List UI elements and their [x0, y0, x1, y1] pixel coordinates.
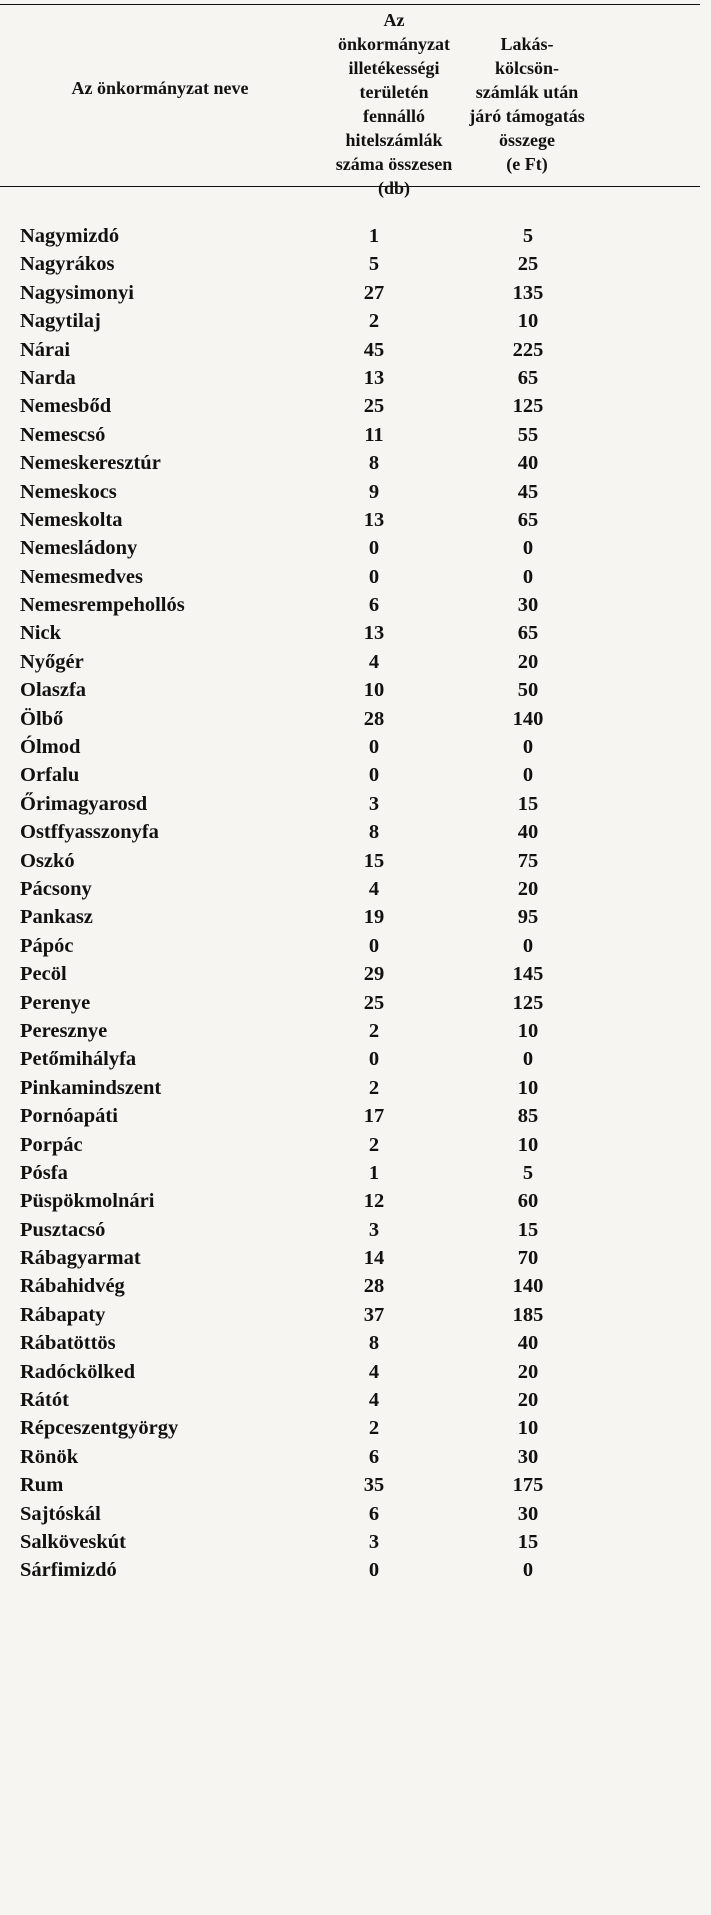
support-amount: 20 — [517, 650, 539, 673]
account-count: 0 — [368, 736, 380, 759]
municipality-name: Nick — [20, 622, 61, 645]
municipality-name: Nemesbőd — [20, 395, 112, 418]
municipality-name: Pácsony — [20, 877, 92, 900]
header-line: számlák után — [475, 82, 579, 102]
table-row — [0, 1244, 700, 1272]
header-line: Az — [383, 10, 405, 30]
table-row — [0, 761, 700, 789]
account-count: 6 — [368, 594, 380, 617]
municipality-name: Nagyrákos — [20, 253, 115, 276]
municipality-name: Nemesládony — [20, 537, 138, 560]
table-top-rule — [0, 4, 700, 5]
header-line: kölcsön- — [494, 58, 559, 78]
table-row — [0, 875, 700, 903]
table-row — [0, 534, 700, 562]
municipality-name: Ólmod — [20, 736, 81, 759]
support-amount: 30 — [517, 1502, 539, 1525]
municipality-name: Őrimagyarosd — [20, 792, 148, 815]
support-amount: 25 — [517, 253, 539, 276]
support-amount: 10 — [517, 1019, 539, 1042]
account-count: 2 — [368, 310, 380, 333]
support-amount: 0 — [522, 1559, 534, 1582]
account-count: 37 — [363, 1303, 385, 1326]
table-row — [0, 1329, 700, 1357]
account-count: 25 — [363, 991, 385, 1014]
support-amount: 5 — [522, 1161, 534, 1184]
account-count: 10 — [363, 679, 385, 702]
support-amount: 30 — [517, 594, 539, 617]
support-amount: 15 — [517, 1218, 539, 1241]
municipality-name: Nemescsó — [20, 423, 106, 446]
support-amount: 60 — [517, 1190, 539, 1213]
account-count: 0 — [368, 537, 380, 560]
header-line: területén — [359, 82, 429, 102]
municipality-name: Pankasz — [20, 906, 93, 929]
municipality-name: Perenye — [20, 991, 91, 1014]
municipality-name: Nagytilaj — [20, 310, 101, 333]
municipality-name: Rábapaty — [20, 1303, 106, 1326]
table-row — [0, 478, 700, 506]
table-row — [0, 307, 700, 335]
support-amount: 175 — [512, 1474, 544, 1497]
municipality-name: Pornóapáti — [20, 1105, 118, 1128]
support-amount: 55 — [517, 423, 539, 446]
account-count: 6 — [368, 1502, 380, 1525]
table-row — [0, 1102, 700, 1130]
support-amount: 10 — [517, 1417, 539, 1440]
support-amount: 225 — [512, 338, 544, 361]
account-count: 19 — [363, 906, 385, 929]
table-row — [0, 705, 700, 733]
support-amount: 40 — [517, 1332, 539, 1355]
support-amount: 0 — [522, 537, 534, 560]
support-amount: 15 — [517, 1530, 539, 1553]
account-count: 15 — [363, 849, 385, 872]
municipality-name: Rábahidvég — [20, 1275, 125, 1298]
support-amount: 65 — [517, 508, 539, 531]
account-count: 35 — [363, 1474, 385, 1497]
municipality-name: Ölbő — [20, 707, 64, 730]
account-count: 8 — [368, 1332, 380, 1355]
account-count: 29 — [363, 963, 385, 986]
table-row — [0, 506, 700, 534]
support-amount: 40 — [517, 821, 539, 844]
municipality-name: Oszkó — [20, 849, 75, 872]
account-count: 4 — [368, 1360, 380, 1383]
account-count: 27 — [363, 281, 385, 304]
municipality-name: Nagymizdó — [20, 225, 120, 247]
support-amount: 30 — [517, 1445, 539, 1468]
table-row — [0, 1443, 700, 1471]
municipality-name: Rátót — [20, 1389, 69, 1412]
table-row — [0, 421, 700, 449]
account-count: 5 — [368, 253, 380, 276]
header-line: illetékességi — [348, 58, 440, 78]
support-amount: 65 — [517, 366, 539, 389]
column-header-amount — [462, 32, 592, 176]
account-count: 3 — [368, 1218, 380, 1241]
column-header-name-text: Az önkormányzat neve — [71, 78, 249, 98]
support-amount: 75 — [517, 849, 539, 872]
support-amount: 140 — [512, 707, 544, 730]
municipality-name: Orfalu — [20, 764, 80, 787]
account-count: 9 — [368, 480, 380, 503]
table-row — [0, 1045, 700, 1073]
account-count: 13 — [363, 622, 385, 645]
municipality-name: Sajtóskál — [20, 1502, 101, 1525]
column-header-count — [318, 8, 470, 200]
account-count: 11 — [364, 423, 384, 446]
municipality-name: Pósfa — [20, 1161, 68, 1184]
table-row — [0, 1500, 700, 1528]
municipality-name: Nemeskeresztúr — [20, 452, 161, 475]
support-amount: 185 — [512, 1303, 544, 1326]
support-amount: 125 — [512, 991, 544, 1014]
municipality-name: Sárfimizdó — [20, 1559, 117, 1582]
table-row — [0, 449, 700, 477]
support-amount: 145 — [512, 963, 544, 986]
account-count: 4 — [368, 877, 380, 900]
table-row — [0, 563, 700, 591]
table-row — [0, 1358, 700, 1386]
table-row — [0, 591, 700, 619]
account-count: 8 — [368, 821, 380, 844]
municipality-name: Püspökmolnári — [20, 1190, 155, 1213]
account-count: 2 — [368, 1076, 380, 1099]
support-amount: 70 — [517, 1247, 539, 1270]
municipality-name: Nemeskolta — [20, 508, 123, 531]
account-count: 13 — [363, 508, 385, 531]
table-row — [0, 1528, 700, 1556]
support-amount: 20 — [517, 1389, 539, 1412]
support-amount: 0 — [522, 934, 534, 957]
header-line: fennálló — [362, 106, 425, 126]
header-line: hitelszámlák — [345, 130, 443, 150]
municipality-name: Nagysimonyi — [20, 281, 134, 304]
account-count: 1 — [368, 1161, 380, 1184]
support-amount: 40 — [517, 452, 539, 475]
account-count: 25 — [363, 395, 385, 418]
account-count: 2 — [368, 1019, 380, 1042]
table-row — [0, 1272, 700, 1300]
account-count: 3 — [368, 792, 380, 815]
municipality-name: Répceszentgyörgy — [20, 1417, 179, 1440]
account-count: 4 — [368, 1389, 380, 1412]
account-count: 0 — [368, 1048, 380, 1071]
account-count: 2 — [368, 1417, 380, 1440]
support-amount: 20 — [517, 1360, 539, 1383]
table-row — [0, 279, 700, 307]
account-count: 13 — [363, 366, 385, 389]
municipality-name: Pusztacsó — [20, 1218, 106, 1241]
account-count: 28 — [363, 707, 385, 730]
municipality-name: Rábatöttös — [20, 1332, 116, 1355]
account-count: 12 — [363, 1190, 385, 1213]
municipality-name: Pecöl — [20, 963, 67, 986]
account-count: 17 — [363, 1105, 385, 1128]
account-count: 0 — [368, 565, 380, 588]
support-amount: 140 — [512, 1275, 544, 1298]
account-count: 8 — [368, 452, 380, 475]
municipality-name: Nemesmedves — [20, 565, 143, 588]
table-row — [0, 250, 700, 278]
support-amount: 45 — [517, 480, 539, 503]
table-row — [0, 1017, 700, 1045]
support-amount: 0 — [522, 565, 534, 588]
table-row — [0, 1471, 700, 1499]
account-count: 0 — [368, 1559, 380, 1582]
support-amount: 20 — [517, 877, 539, 900]
support-amount: 125 — [512, 395, 544, 418]
municipality-name: Rum — [20, 1474, 64, 1497]
municipality-name: Olaszfa — [20, 679, 87, 702]
support-amount: 95 — [517, 906, 539, 929]
header-line: száma összesen — [335, 154, 453, 174]
municipality-name: Rönök — [20, 1445, 79, 1468]
table-row — [0, 1301, 700, 1329]
header-line: önkormányzat — [338, 34, 450, 54]
municipality-name: Nemeskocs — [20, 480, 117, 503]
table-row — [0, 903, 700, 931]
municipality-name: Salköveskút — [20, 1530, 126, 1553]
column-header-name — [0, 76, 320, 100]
account-count: 45 — [363, 338, 385, 361]
account-count: 3 — [368, 1530, 380, 1553]
table-row — [0, 648, 700, 676]
municipality-name: Porpác — [20, 1133, 83, 1156]
header-line: összege — [499, 130, 555, 150]
table-row — [0, 847, 700, 875]
table-row — [0, 1414, 700, 1442]
table-row — [0, 1074, 700, 1102]
table-row — [0, 790, 700, 818]
table-row — [0, 818, 700, 846]
municipality-name: Ostffyasszonyfa — [20, 821, 159, 844]
support-amount: 85 — [517, 1105, 539, 1128]
header-line: járó támogatás — [469, 106, 585, 126]
account-count: 4 — [368, 650, 380, 673]
table-row — [0, 1386, 700, 1414]
table-row — [0, 989, 700, 1017]
account-count: 14 — [363, 1247, 385, 1270]
support-amount: 10 — [517, 1133, 539, 1156]
header-line: Lakás- — [500, 34, 554, 54]
account-count: 2 — [368, 1133, 380, 1156]
municipality-name: Nemesrempehollós — [20, 594, 185, 617]
support-amount: 15 — [517, 792, 539, 815]
table-row — [0, 336, 700, 364]
table-row — [0, 364, 700, 392]
support-amount: 0 — [522, 1048, 534, 1071]
header-line: (e Ft) — [506, 154, 548, 174]
table-row — [0, 1131, 700, 1159]
table-row — [0, 1187, 700, 1215]
table-row — [0, 960, 700, 988]
support-amount: 10 — [517, 310, 539, 333]
support-amount: 0 — [522, 736, 534, 759]
table-row — [0, 222, 700, 250]
table-row — [0, 932, 700, 960]
support-amount: 135 — [512, 281, 544, 304]
table-row — [0, 733, 700, 761]
support-amount: 65 — [517, 622, 539, 645]
header-line: (db) — [377, 178, 410, 198]
table-row — [0, 1556, 700, 1584]
support-amount: 5 — [522, 225, 534, 247]
table-row — [0, 392, 700, 420]
municipality-name: Pápóc — [20, 934, 74, 957]
account-count: 0 — [368, 764, 380, 787]
account-count: 28 — [363, 1275, 385, 1298]
table-body — [0, 222, 700, 1585]
municipality-name: Pinkamindszent — [20, 1076, 162, 1099]
municipality-name: Petőmihályfa — [20, 1048, 137, 1071]
table-row — [0, 676, 700, 704]
table-row — [0, 1159, 700, 1187]
municipality-name: Radóckölked — [20, 1360, 136, 1383]
header-bottom-rule — [0, 186, 700, 187]
support-amount: 0 — [522, 764, 534, 787]
table-row — [0, 1216, 700, 1244]
municipality-name: Nárai — [20, 338, 71, 361]
municipality-name: Peresznye — [20, 1019, 108, 1042]
table-row — [0, 619, 700, 647]
municipality-name: Nyőgér — [20, 650, 84, 673]
account-count: 1 — [368, 225, 380, 247]
support-amount: 50 — [517, 679, 539, 702]
support-amount: 10 — [517, 1076, 539, 1099]
municipality-name: Narda — [20, 366, 76, 389]
municipality-name: Rábagyarmat — [20, 1247, 141, 1270]
account-count: 0 — [368, 934, 380, 957]
account-count: 6 — [368, 1445, 380, 1468]
